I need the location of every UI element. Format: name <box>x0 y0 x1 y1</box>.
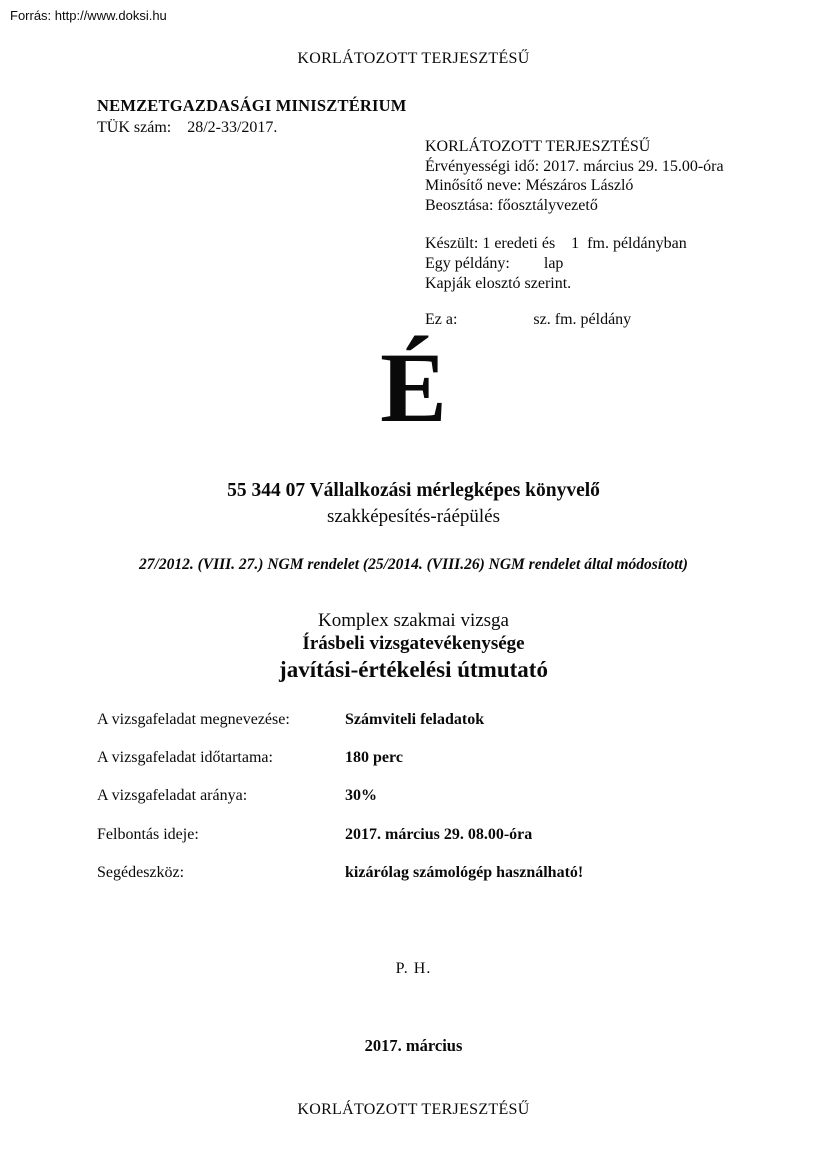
exam-type-line: Komplex szakmai vizsga <box>317 610 509 631</box>
tuk-number-line <box>97 119 277 137</box>
detail-value: 2017. március 29. 08.00-óra <box>345 826 533 843</box>
classifier-name: Minősítő neve: Mészáros László <box>425 177 634 194</box>
tuk-number: 28/2-33/2017. <box>187 119 278 136</box>
detail-value: kizárólag számológép használható! <box>345 864 584 881</box>
exam-guide-title: javítási-értékelési útmutató <box>279 657 548 682</box>
copies-made-line: Készült: 1 eredeti és 1 fm. példányban <box>425 235 687 252</box>
source-note: Forrás: http://www.doksi.hu <box>10 8 167 23</box>
qualification-subtitle: szakképesítés-ráépülés <box>326 506 501 527</box>
copies-block <box>425 234 687 294</box>
classification-validity: Érvényességi idő: 2017. március 29. 15.00-óra <box>425 157 724 175</box>
details-row <box>97 711 737 729</box>
footer-classification: KORLÁTOZOTT TERJESZTÉSŰ <box>297 1101 530 1118</box>
details-row <box>97 787 737 805</box>
classification-title: KORLÁTOZOTT TERJESZTÉSŰ <box>425 138 651 155</box>
copy-pages-line <box>425 254 687 274</box>
regulation-line: 27/2012. (VIII. 27.) NGM rendelet (25/2014. (VIII.26) NGM rendelet által módosított) <box>139 556 688 573</box>
e-monogram-logo: É <box>380 332 447 443</box>
classification-block <box>425 137 724 215</box>
issue-date: 2017. március <box>364 1036 463 1055</box>
one-copy-label: Egy példány: <box>425 255 510 272</box>
details-row <box>97 864 737 882</box>
detail-value: 30% <box>345 787 377 804</box>
classifier-position: Beosztása: főosztályvezető <box>425 196 598 214</box>
header-classification: KORLÁTOZOTT TERJESZTÉSŰ <box>297 50 530 67</box>
detail-label: Segédeszköz: <box>97 864 185 881</box>
detail-value: 180 perc <box>345 749 403 766</box>
qualification-title: 55 344 07 Vállalkozási mérlegképes könyvelő <box>227 480 600 501</box>
this-copy-line <box>425 311 631 329</box>
stamp-placeholder: P. H. <box>395 960 432 977</box>
this-copy-value: sz. fm. példány <box>533 311 632 328</box>
this-copy-label: Ez a: <box>425 311 458 328</box>
detail-value: Számviteli feladatok <box>345 711 485 728</box>
detail-label: A vizsgafeladat időtartama: <box>97 749 273 766</box>
distribution-line: Kapják elosztó szerint. <box>425 275 572 292</box>
exam-activity-line: Írásbeli vizsgatevékenysége <box>302 633 525 654</box>
tuk-label: TÜK szám: <box>97 119 172 136</box>
one-copy-value: lap <box>543 255 564 272</box>
detail-label: A vizsgafeladat megnevezése: <box>97 711 290 728</box>
detail-label: A vizsgafeladat aránya: <box>97 787 248 804</box>
ministry-name: NEMZETGAZDASÁGI MINISZTÉRIUM <box>97 96 407 115</box>
detail-label: Felbontás ideje: <box>97 826 199 843</box>
details-row <box>97 749 737 767</box>
details-row <box>97 826 737 844</box>
